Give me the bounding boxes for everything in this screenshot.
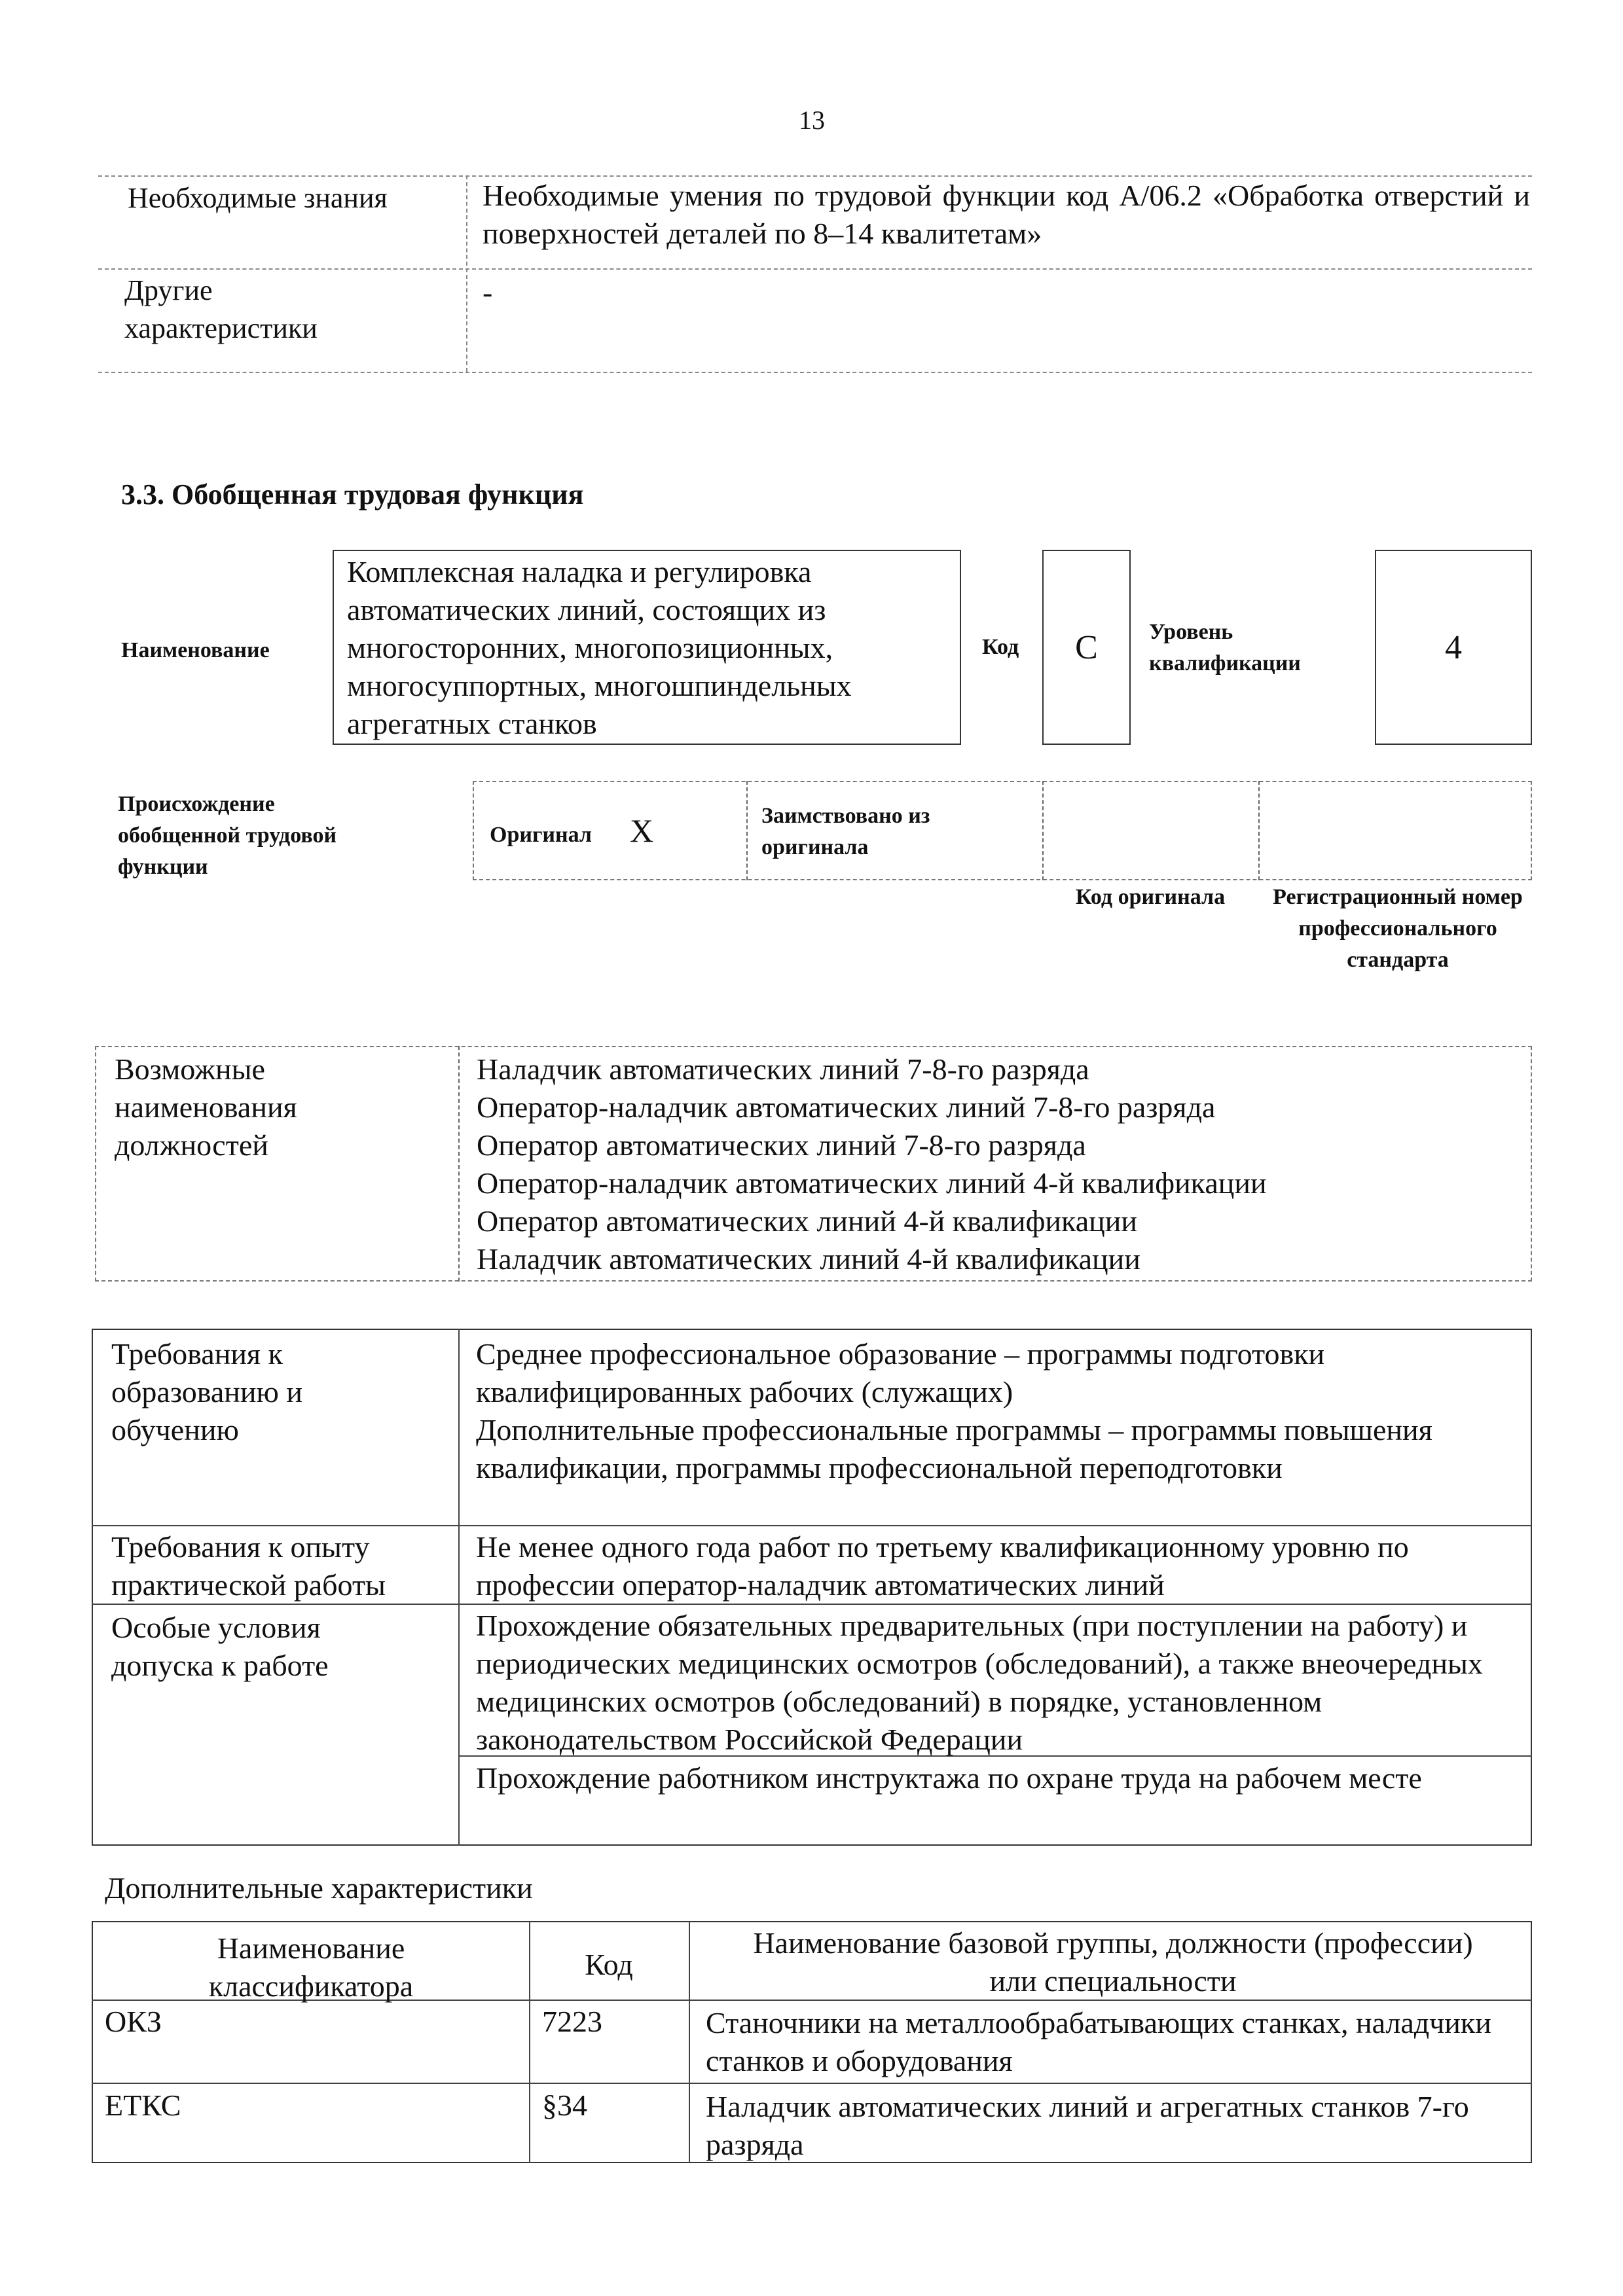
- code-value: С: [1075, 629, 1098, 666]
- level-value: 4: [1445, 629, 1462, 666]
- req-education-values: [476, 1335, 1517, 1487]
- top-table-line-mid: [98, 268, 1532, 270]
- other-label: Другие характеристики: [124, 274, 318, 344]
- code-label: Код: [982, 635, 1019, 659]
- knowledge-value: Необходимые умения по трудовой функции код А/06.2 «Обработка отверстий и поверхностей деталей по 8–14 квалитетам»: [483, 179, 1530, 250]
- origin-div-1: [746, 781, 748, 880]
- req-education-value: Дополнительные профессиональные программы – программы повышения квалификации, программы профессиональной переподготовки: [476, 1413, 1432, 1484]
- origin-div-3: [1258, 781, 1260, 880]
- position-item: Оператор автоматических линий 4-й квалификации: [477, 1204, 1137, 1238]
- extra-row-code: 7223: [542, 2005, 602, 2038]
- extra-row-classifier: ЕТКС: [105, 2089, 181, 2122]
- req-experience-value: Не менее одного года работ по третьему квалификационному уровню по профессии оператор-наладчик автоматических линий: [476, 1530, 1409, 1602]
- top-table-line-bottom: [98, 372, 1532, 373]
- extra-row-group: Станочники на металлообрабатывающих станках, наладчики станков и оборудования: [706, 2006, 1491, 2077]
- positions-divider: [458, 1046, 460, 1282]
- original-mark: X: [630, 812, 654, 849]
- origin-label: Происхождение обобщенной трудовой функции: [118, 792, 337, 879]
- other-value: -: [483, 276, 493, 309]
- req-conditions-value-2: Прохождение работником инструктажа по охране труда на рабочем месте: [476, 1761, 1422, 1795]
- position-item: Наладчик автоматических линий 7-8-го разряда: [477, 1052, 1089, 1086]
- knowledge-label: Необходимые знания: [128, 182, 388, 214]
- extra-row-classifier: ОКЗ: [105, 2005, 162, 2038]
- req-experience-label: Требования к опыту практической работы: [111, 1530, 386, 1602]
- positions-label: Возможные наименования должностей: [115, 1052, 297, 1162]
- origin-div-2: [1042, 781, 1044, 880]
- req-education-value: Среднее профессиональное образование – программы подготовки квалифицированных рабочих (служащих): [476, 1337, 1325, 1408]
- borrowed-label: Заимствовано из оригинала: [761, 804, 930, 859]
- level-label: Уровень квалификации: [1149, 620, 1301, 675]
- extra-row-group: Наладчик автоматических линий и агрегатных станков 7-го разряда: [706, 2090, 1469, 2161]
- original-label: Оригинал: [490, 823, 592, 847]
- extra-div-2: [689, 1921, 690, 2163]
- section-title: 3.3. Обобщенная трудовая функция: [121, 478, 584, 511]
- code-original-caption: Код оригинала: [1075, 885, 1226, 909]
- top-table-divider: [466, 175, 467, 372]
- extra-title: Дополнительные характеристики: [105, 1871, 533, 1905]
- req-education-label: Требования к образованию и обучению: [111, 1337, 302, 1446]
- position-item: Оператор-наладчик автоматических линий 4-й квалификации: [477, 1166, 1267, 1200]
- extra-row-code: §34: [542, 2089, 587, 2122]
- extra-row-sep: [92, 2083, 1532, 2084]
- extra-header-classifier: Наименование классификатора: [208, 1931, 414, 2003]
- position-item: Оператор-наладчик автоматических линий 7-8-го разряда: [477, 1090, 1216, 1124]
- extra-header-code: Код: [585, 1948, 633, 1981]
- req-row-sep-1: [92, 1525, 1532, 1526]
- positions-list: [477, 1050, 1524, 1278]
- name-label: Наименование: [121, 638, 270, 662]
- extra-header-group: Наименование базовой группы, должности (профессии) или специальности: [753, 1926, 1473, 1998]
- reg-number-caption: Регистрационный номер профессионального стандарта: [1273, 885, 1523, 972]
- position-item: Оператор автоматических линий 7-8-го разряда: [477, 1128, 1086, 1162]
- req-conditions-label: Особые условия допуска к работе: [111, 1611, 329, 1682]
- req-conditions-value-1: Прохождение обязательных предварительных (при поступлении на работу) и периодических медицинских осмотров (обследований), а также внеочередных медицинских осмотров (обследований) в порядке, установленном законодательством Российской Федерации: [476, 1609, 1483, 1756]
- name-value: Комплексная наладка и регулировка автоматических линий, состоящих из многосторонних, многопозиционных, многосуппортных, многошпиндельных агрегатных станков: [347, 555, 852, 740]
- requirements-divider: [458, 1329, 460, 1846]
- page-number: 13: [799, 105, 825, 135]
- position-item: Наладчик автоматических линий 4-й квалификации: [477, 1242, 1140, 1276]
